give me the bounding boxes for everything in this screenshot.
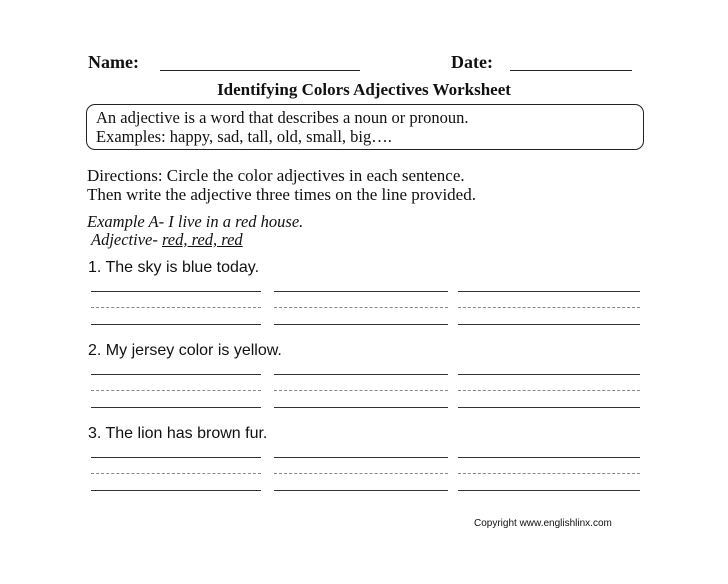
answer-line[interactable] xyxy=(274,291,448,292)
copyright-text: Copyright www.englishlinx.com xyxy=(474,518,612,529)
answer-line[interactable] xyxy=(91,291,261,292)
question-3: 3. The lion has brown fur. xyxy=(88,425,268,442)
name-label: Name: xyxy=(88,52,139,72)
answer-guide-line xyxy=(458,307,640,308)
date-field[interactable] xyxy=(510,70,632,71)
example-sentence: Example A- I live in a red house. xyxy=(87,212,304,231)
name-field[interactable] xyxy=(160,70,360,71)
answer-line[interactable] xyxy=(458,490,640,491)
answer-line[interactable] xyxy=(458,407,640,408)
examples-text: Examples: happy, sad, tall, old, small, big…. xyxy=(96,127,392,146)
answer-guide-line xyxy=(458,473,640,474)
answer-guide-line xyxy=(91,307,261,308)
answer-guide-line xyxy=(274,390,448,391)
definition-text: An adjective is a word that describes a noun or pronoun. xyxy=(96,108,469,127)
answer-line[interactable] xyxy=(274,324,448,325)
answer-line[interactable] xyxy=(458,324,640,325)
answer-line[interactable] xyxy=(274,490,448,491)
example-adjective xyxy=(91,230,243,250)
question-1: 1. The sky is blue today. xyxy=(88,259,260,276)
answer-line[interactable] xyxy=(91,324,261,325)
answer-line[interactable] xyxy=(458,374,640,375)
answer-guide-line xyxy=(458,390,640,391)
answer-line[interactable] xyxy=(458,291,640,292)
answer-line[interactable] xyxy=(274,407,448,408)
answer-line[interactable] xyxy=(91,490,261,491)
answer-line[interactable] xyxy=(274,374,448,375)
worksheet-title: Identifying Colors Adjectives Worksheet xyxy=(217,80,511,99)
date-label: Date: xyxy=(451,52,493,72)
directions-line-1: Directions: Circle the color adjectives in each sentence. xyxy=(87,166,465,185)
example-adjective-label: Adjective- xyxy=(91,230,158,249)
answer-line[interactable] xyxy=(91,374,261,375)
example-adjective-answer: red, red, red xyxy=(162,230,243,249)
answer-guide-line xyxy=(91,390,261,391)
answer-line[interactable] xyxy=(458,457,640,458)
answer-line[interactable] xyxy=(91,457,261,458)
directions-line-2: Then write the adjective three times on the line provided. xyxy=(87,185,476,204)
answer-guide-line xyxy=(274,307,448,308)
answer-line[interactable] xyxy=(91,407,261,408)
answer-guide-line xyxy=(274,473,448,474)
answer-guide-line xyxy=(91,473,261,474)
question-2: 2. My jersey color is yellow. xyxy=(88,342,282,359)
answer-line[interactable] xyxy=(274,457,448,458)
